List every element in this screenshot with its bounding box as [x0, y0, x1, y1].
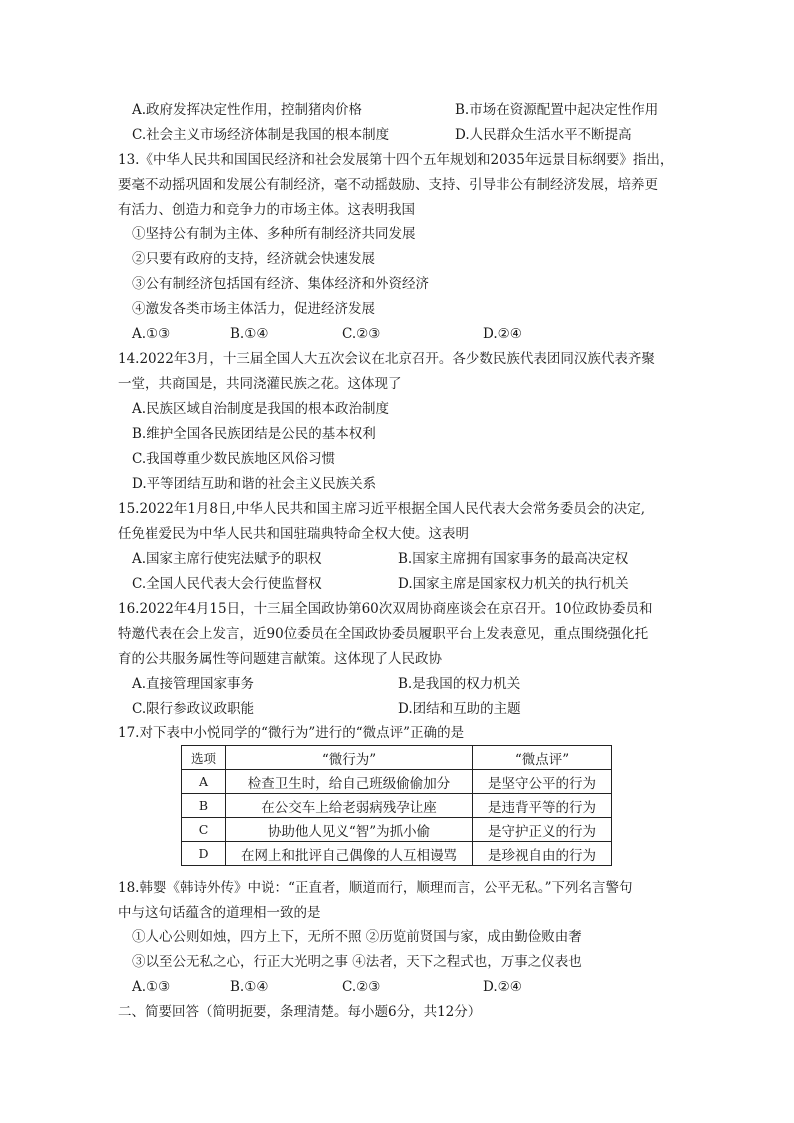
q13-option-b: B.①④ — [230, 326, 269, 342]
q13-stem-line-1: 13.《中华人民共和国国民经济和社会发展第十四个五年规划和2035年远景目标纲要》指出， — [118, 152, 674, 168]
q16-stem-line-2: 特邀代表在会上发言，近90位委员在全国政协委员履职平台上发表意见，重点围绕强化托 — [118, 626, 649, 642]
q16-option-a: A.直接管理国家事务 — [132, 676, 255, 692]
q14-option-d: D.平等团结互助和谐的社会主义民族关系 — [132, 476, 377, 492]
prev-option-a: A.政府发挥决定性作用，控制猪肉价格 — [132, 102, 363, 118]
table-cell-option: D — [182, 842, 226, 866]
table-cell-behavior: 协助他人见义“智”为抓小偷 — [226, 818, 473, 842]
table-cell-comment: 是坚守公平的行为 — [473, 770, 612, 794]
q18-statements-3-4: ③以至公无私之心，行正大光明之事 ④法者，天下之程式也，万事之仪表也 — [132, 954, 582, 970]
q13-statement-2: ②只要有政府的支持，经济就会快速发展 — [132, 251, 375, 267]
table-row — [182, 818, 612, 842]
q18-option-a: A.①③ — [132, 979, 171, 995]
prev-option-d: D.人民群众生活水平不断提高 — [455, 127, 632, 143]
q16-stem-line-3: 育的公共服务属性等问题建言献策。这体现了人民政协 — [118, 651, 442, 667]
table-header-behavior: “微行为” — [226, 746, 473, 770]
q14-option-a: A.民族区域自治制度是我国的根本政治制度 — [132, 401, 390, 417]
table-cell-option: C — [182, 818, 226, 842]
q15-stem-line-1: 15.2022年1月8日,中华人民共和国主席习近平根据全国人民代表大会常务委员会的决定, — [118, 501, 646, 517]
q17-table — [181, 745, 612, 866]
q15-option-a: A.国家主席行使宪法赋予的职权 — [132, 551, 322, 567]
table-cell-behavior: 在公交车上给老弱病残孕让座 — [226, 794, 473, 818]
table-row — [182, 770, 612, 794]
q14-option-b: B.维护全国各民族团结是公民的基本权利 — [132, 426, 376, 442]
q13-stem-line-3: 有活力、创造力和竞争力的市场主体。这表明我国 — [118, 202, 415, 218]
q14-option-c: C.我国尊重少数民族地区风俗习惯 — [132, 451, 336, 467]
table-cell-comment: 是珍视自由的行为 — [473, 842, 612, 866]
table-row — [182, 842, 612, 866]
q16-option-d: D.团结和互助的主题 — [398, 701, 521, 717]
q18-stem-line-2: 中与这句话蕴含的道理相一致的是 — [118, 905, 321, 921]
q18-option-c: C.②③ — [342, 979, 381, 995]
prev-option-b: B.市场在资源配置中起决定性作用 — [455, 102, 659, 118]
section-2-title: 二、简要回答（简明扼要，条理清楚。每小题6分，共12分） — [118, 1004, 482, 1020]
q13-option-a: A.①③ — [132, 326, 171, 342]
q18-option-d: D.②④ — [483, 979, 522, 995]
q15-option-b: B.国家主席拥有国家事务的最高决定权 — [398, 551, 629, 567]
q16-stem-line-1: 16.2022年4月15日，十三届全国政协第60次双周协商座谈会在京召开。10位政协委员和 — [118, 601, 653, 617]
table-cell-option: A — [182, 770, 226, 794]
q15-stem-line-2: 任免崔爱民为中华人民共和国驻瑞典特命全权大使。这表明 — [118, 526, 469, 542]
q18-stem-line-1: 18.韩婴《韩诗外传》中说：“正直者，顺道而行，顺理而言，公平无私。”下列名言警句 — [118, 880, 633, 896]
q17-stem: 17.对下表中小悦同学的“微行为”进行的“微点评”正确的是 — [118, 725, 465, 741]
q16-option-c: C.限行参政议政职能 — [132, 701, 255, 717]
table-cell-behavior: 在网上和批评自己偶像的人互相谩骂 — [226, 842, 473, 866]
table-row — [182, 794, 612, 818]
q13-statement-4: ④激发各类市场主体活力，促进经济发展 — [132, 301, 375, 317]
q13-option-d: D.②④ — [483, 326, 522, 342]
table-header-option: 选项 — [182, 746, 226, 770]
table-cell-comment: 是守护正义的行为 — [473, 818, 612, 842]
q13-option-c: C.②③ — [342, 326, 381, 342]
q14-stem-line-2: 一堂，共商国是，共同浇灌民族之花。这体现了 — [118, 376, 402, 392]
table-header-row — [182, 746, 612, 770]
q16-option-b: B.是我国的权力机关 — [398, 676, 521, 692]
prev-option-c: C.社会主义市场经济体制是我国的根本制度 — [132, 127, 390, 143]
table-cell-option: B — [182, 794, 226, 818]
q18-statements-1-2: ①人心公则如烛，四方上下，无所不照 ②历览前贤国与家，成由勤俭败由奢 — [132, 929, 582, 945]
q15-option-d: D.国家主席是国家权力机关的执行机关 — [398, 576, 629, 592]
q18-option-b: B.①④ — [230, 979, 269, 995]
table-header-comment: “微点评” — [473, 746, 612, 770]
table-cell-comment: 是违背平等的行为 — [473, 794, 612, 818]
q13-stem-line-2: 要毫不动摇巩固和发展公有制经济，毫不动摇鼓励、支持、引导非公有制经济发展，培养更 — [118, 177, 658, 193]
q14-stem-line-1: 14.2022年3月，十三届全国人大五次会议在北京召开。各少数民族代表团同汉族代表齐聚 — [118, 351, 655, 367]
table-cell-behavior: 检查卫生时，给自己班级偷偷加分 — [226, 770, 473, 794]
q13-statement-3: ③公有制经济包括国有经济、集体经济和外资经济 — [132, 276, 429, 292]
q13-statement-1: ①坚持公有制为主体、多种所有制经济共同发展 — [132, 226, 416, 242]
q15-option-c: C.全国人民代表大会行使监督权 — [132, 576, 322, 592]
